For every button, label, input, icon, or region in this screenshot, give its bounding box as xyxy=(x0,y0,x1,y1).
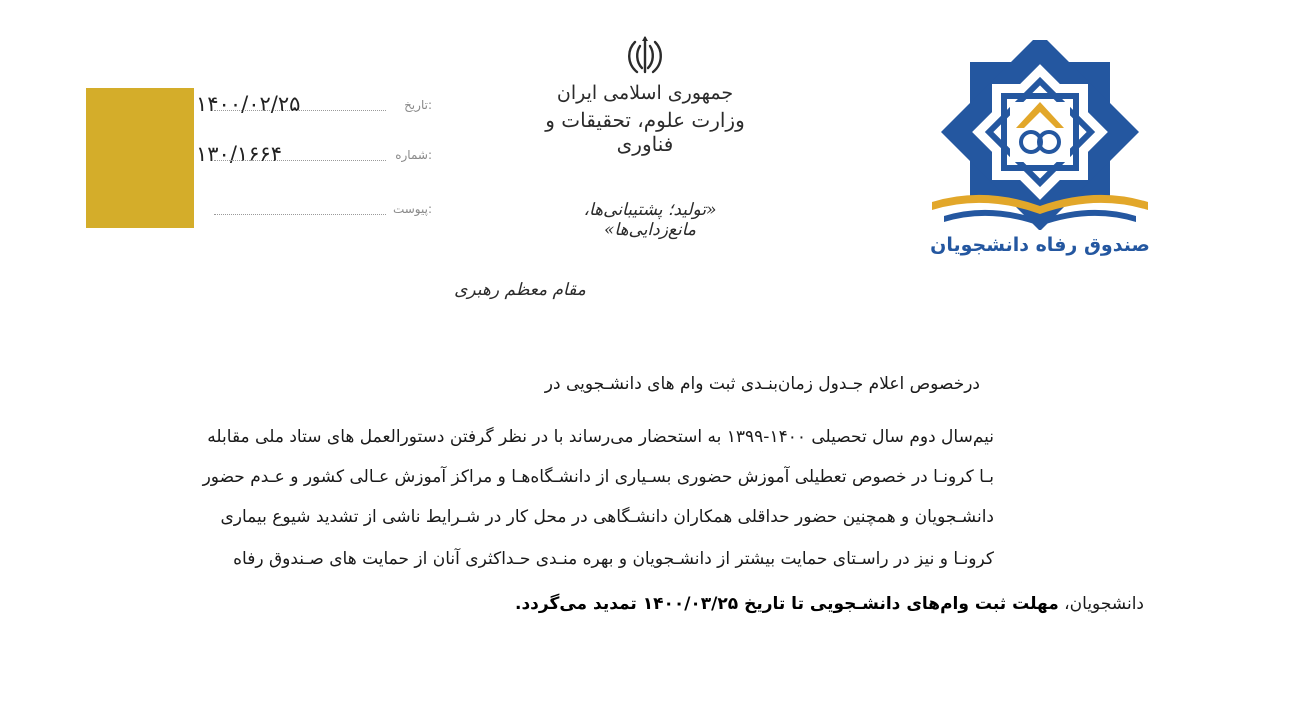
deadline-extension-text: مهلت ثبت وام‌های دانشـجویی تا تاریخ ۱۴۰۰/۰۳/۲۵ تمدید می‌گردد. xyxy=(514,594,1059,614)
ministry-line-1: جمهوری اسلامی ایران xyxy=(556,82,734,104)
attachment-dots xyxy=(214,214,386,215)
slogan: «تولید؛ پشتیبانی‌ها، مانع‌زدایی‌ها» xyxy=(583,200,717,240)
number-dots xyxy=(214,160,386,161)
ministry-line-2: وزارت علوم، تحقیقات و فناوری xyxy=(545,108,745,156)
letter-line-1: نیم‌سال دوم سال تحصیلی ۱۴۰۰-۱۳۹۹ به استحضار می‌رساند با در نظر گرفتن دستورالعمل های ستاد ملی مقابله xyxy=(207,427,994,447)
date-label: تاریخ: xyxy=(404,98,432,112)
yellow-stamp-box xyxy=(86,88,194,228)
number-row xyxy=(196,144,432,168)
date-value: ۱۴۰۰/۰۲/۲۵ xyxy=(196,92,301,116)
attachment-row xyxy=(196,198,432,222)
ministry-header xyxy=(520,34,770,156)
letter-line-5-prefix: دانشجویان، xyxy=(1058,594,1144,614)
fund-name: صندوق رفاه دانشجویان xyxy=(930,234,1150,256)
letter-line-2: بـا کرونـا در خصوص تعطیلی آموزش حضوری بسـیاری از دانشـگاه‌هـا و مراکز آموزش عـالی کشور و عـدم حضور xyxy=(202,467,994,487)
iran-emblem-icon xyxy=(623,34,667,78)
letter-subject: درخصوص اعلام جـدول زمان‌بنـدی ثبت وام های دانشـجویی در xyxy=(544,374,980,394)
leader-signature: مقام معظم رهبری xyxy=(454,280,586,300)
student-welfare-fund-logo xyxy=(924,40,1156,280)
letter-line-5 xyxy=(400,594,1144,614)
date-row xyxy=(196,94,432,118)
fund-star-icon xyxy=(924,40,1156,230)
letter-line-4: کرونـا و نیز در راسـتای حمایت بیشتر از دانشـجویان و بهره منـدی حـداکثری آنان از حمایت های صـندوق رفاه xyxy=(233,549,994,569)
number-label: شماره: xyxy=(395,148,432,162)
number-value: ۱۳۰/۱۶۶۴ xyxy=(196,142,283,166)
attachment-label: پیوست: xyxy=(392,202,432,216)
date-dots xyxy=(214,110,386,111)
letter-line-3: دانشـجویان و همچنین حضور حداقلی همکاران دانشـگاهی در محل کار در شـرایط ناشی از تشدید شیوع بیماری xyxy=(220,507,994,527)
